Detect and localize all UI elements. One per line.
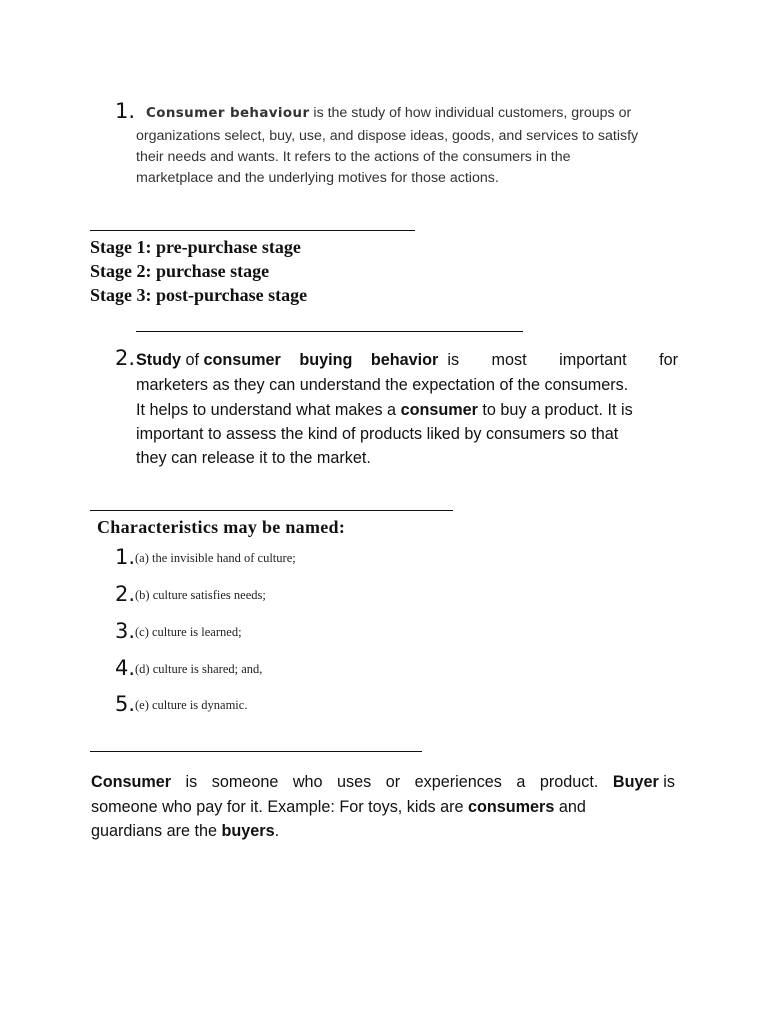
divider-3 xyxy=(90,510,453,511)
definition-line-1: Consumer behaviour is the study of how individual customers, groups or xyxy=(146,105,632,121)
divider-4 xyxy=(90,751,422,752)
importance-line-5: they can release it to the market. xyxy=(136,449,371,467)
consumer-buyer-line-3: guardians are the buyers. xyxy=(91,822,280,840)
importance-line-4: important to assess the kind of products liked by consumers so that xyxy=(136,425,619,443)
definition-line-2: organizations select, buy, use, and dispose ideas, goods, and services to satisfy xyxy=(136,128,639,144)
importance-line-1: Study of consumer buying behavior is most important for xyxy=(136,351,678,369)
term-study: Study xyxy=(136,351,181,369)
char-item-1: (a) the invisible hand of culture; xyxy=(135,551,296,565)
consumer-buyer-line-2: someone who pay for it. Example: For toys, kids are consumers and xyxy=(91,798,586,816)
definition-line-4: marketplace and the underlying motives for those actions. xyxy=(136,170,499,186)
term-consumer: consumer xyxy=(400,401,478,419)
consumer-buyer-line-1: Consumer is someone who uses or experiences a product. Buyer is xyxy=(91,773,675,791)
char-number-2: 2. xyxy=(115,582,136,606)
char-item-2: (b) culture satisfies needs; xyxy=(135,588,266,602)
char-item-4: (d) culture is shared; and, xyxy=(135,662,263,676)
list-number-2: 2. xyxy=(115,346,136,370)
stage-3: Stage 3: post-purchase stage xyxy=(90,285,308,305)
divider-2 xyxy=(136,331,523,332)
importance-line-3: It helps to understand what makes a consumer to buy a product. It is xyxy=(136,401,633,419)
char-number-5: 5. xyxy=(115,692,136,716)
char-number-1: 1. xyxy=(115,545,136,569)
stage-2: Stage 2: purchase stage xyxy=(90,261,270,281)
divider-1 xyxy=(90,230,415,231)
char-item-3: (c) culture is learned; xyxy=(135,625,242,639)
list-number-1: 1. xyxy=(115,99,136,123)
term-consumer-behaviour: Consumer behaviour xyxy=(146,106,310,121)
char-number-4: 4. xyxy=(115,656,136,680)
term-consumer-2: Consumer xyxy=(91,773,172,791)
term-consumer-buying-behavior: consumer buying behavior xyxy=(203,351,439,369)
term-buyers: buyers xyxy=(221,822,275,840)
char-item-5: (e) culture is dynamic. xyxy=(135,698,248,712)
importance-line-2: marketers as they can understand the expectation of the consumers. xyxy=(136,376,629,394)
stage-1: Stage 1: pre-purchase stage xyxy=(90,237,301,257)
term-consumers: consumers xyxy=(467,798,555,816)
term-buyer: Buyer xyxy=(612,773,659,791)
char-number-3: 3. xyxy=(115,619,136,643)
definition-line-3: their needs and wants. It refers to the actions of the consumers in the xyxy=(136,149,571,165)
characteristics-heading: Characteristics may be named: xyxy=(97,517,346,537)
